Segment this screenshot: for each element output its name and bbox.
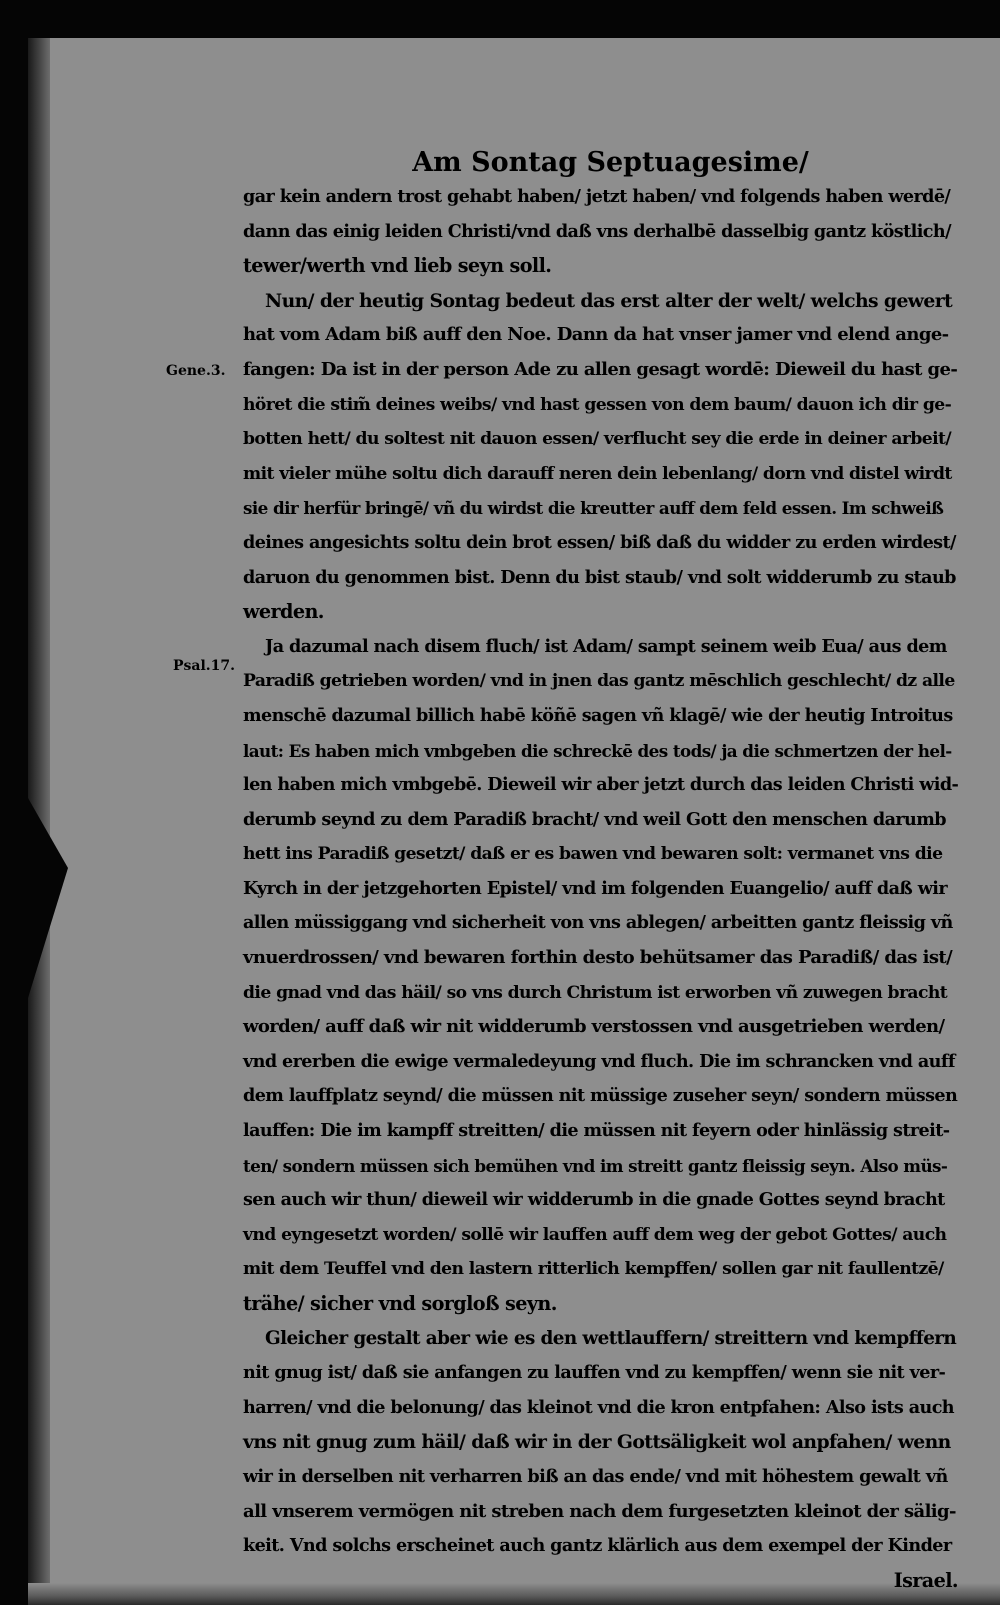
text-line: hat vom Adam biß auff den Noe. Dann da hat vnser jamer vnd elend ange-: [243, 324, 949, 346]
text-line: gar kein andern trost gehabt haben/ jetzt haben/ vnd folgends haben werdē/: [243, 186, 951, 207]
text-block: [243, 146, 958, 1598]
text-line: deines angesichts soltu dein brot essen/ biß daß du widder zu erden wirdest/: [243, 531, 956, 553]
text-line: sie dir herfür bringē/ vñ du wirdst die kreutter auff dem feld essen. Im schweiß: [243, 498, 944, 519]
text-line: mit vieler mühe soltu dich darauff neren dein lebenlang/ dorn vnd distel wirdt: [243, 463, 952, 484]
text-line: werden.: [243, 600, 324, 624]
text-line: dem lauffplatz seynd/ die müssen nit müssige zuseher seyn/ sondern müssen: [243, 1085, 958, 1107]
text-line: len haben mich vmbgebē. Dieweil wir aber jetzt durch das leiden Christi wid-: [243, 774, 959, 796]
page-fold-shadow: [28, 798, 68, 998]
text-line: ten/ sondern müssen sich bemühen vnd im streitt gantz fleissig seyn. Also müs-: [243, 1155, 948, 1176]
text-line: Gleicher gestalt aber wie es den wettlauffern/ streittern vnd kempffern: [265, 1327, 957, 1349]
text-line: fangen: Da ist in der person Ade zu allen gesagt wordē: Dieweil du hast ge-: [243, 358, 958, 380]
text-line: trähe/ sicher vnd sorgloß seyn.: [243, 1292, 557, 1315]
text-line: vnuerdrossen/ vnd bewaren forthin desto behütsamer das Paradiß/ das ist/: [243, 947, 953, 969]
text-line: daruon du genommen bist. Denn du bist staub/ vnd solt widderumb zu staub: [243, 566, 956, 588]
text-line: keit. Vnd solchs erscheinet auch gantz klärlich aus dem exempel der Kinder: [243, 1535, 952, 1557]
text-line: laut: Es haben mich vmbgeben die schreckē des tods/ ja die schmertzen der hel-: [243, 740, 952, 761]
text-line: vnd eyngesetzt worden/ sollē wir lauffen auff dem weg der gebot Gottes/ auch: [243, 1224, 947, 1245]
text-line: derumb seynd zu dem Paradiß bracht/ vnd weil Gott den menschen darumb: [243, 808, 946, 830]
text-line: botten hett/ du soltest nit dauon essen/ verflucht sey die erde in deiner arbeit/: [243, 429, 952, 450]
text-line: mit dem Teuffel vnd den lastern ritterlich kempffen/ sollen gar nit faullentzē/: [243, 1259, 944, 1280]
margin-note-gene: Gene.3.: [166, 363, 226, 379]
text-line: harren/ vnd die belonung/ das kleinot vnd die kron entpfahen: Also ists auch: [243, 1396, 954, 1418]
text-line: sen auch wir thun/ dieweil wir widderumb in die gnade Gottes seynd bracht: [243, 1189, 945, 1211]
text-line: die gnad vnd das häil/ so vns durch Christum ist erworben vñ zuwegen bracht: [243, 982, 948, 1003]
text-line: vnd ererben die ewige vermaledeyung vnd fluch. Die im schrancken vnd auff: [243, 1050, 955, 1072]
text-line: menschē dazumal billich habē köñē sagen vñ klagē/ wie der heutig Introitus: [243, 704, 953, 726]
text-line: vns nit gnug zum häil/ daß wir in der Gottsäligkeit wol anpfahen/ wenn: [243, 1431, 951, 1454]
text-line: Paradiß getrieben worden/ vnd in jnen das gantz mēschlich geschlecht/ dz alle: [243, 671, 955, 692]
text-line: höret die stim̃ deines weibs/ vnd hast gessen von dem baum/ dauon ich dir ge-: [243, 394, 952, 415]
text-line: nit gnug ist/ daß sie anfangen zu lauffen vnd zu kempffen/ wenn sie nit ver-: [243, 1362, 946, 1384]
text-line: lauffen: Die im kampff streitten/ die müssen nit feyern oder hinlässig streit-: [243, 1120, 950, 1142]
text-line: hett ins Paradiß gesetzt/ daß er es bawen vnd bewaren solt: vermanet vns die: [243, 844, 943, 865]
text-line: tewer/werth vnd lieb seyn soll.: [243, 254, 552, 278]
text-line: dann das einig leiden Christi/vnd daß vns derhalbē dasselbig gantz köstlich/: [243, 220, 951, 242]
text-line: Kyrch in der jetzgehorten Epistel/ vnd im folgenden Euangelio/ auff daß wir: [243, 877, 948, 899]
text-line: worden/ auff daß wir nit widderumb verstossen vnd ausgetrieben werden/: [243, 1016, 945, 1038]
text-line: all vnserem vermögen nit streben nach dem furgesetzten kleinot der sälig-: [243, 1500, 956, 1522]
text-line: allen müssiggang vnd sicherheit von vns ablegen/ arbeitten gantz fleissig vñ: [243, 912, 953, 934]
text-line: Nun/ der heutig Sontag bedeut das erst alter der welt/ welchs gewert: [265, 289, 953, 312]
book-page: [28, 38, 1000, 1605]
text-line-catchword: Israel.: [893, 1568, 958, 1592]
text-line: Ja dazumal nach disem fluch/ ist Adam/ sampt seinem weib Eua/ aus dem: [265, 635, 947, 657]
running-head: Am Sontag Septuagesime/: [412, 147, 809, 178]
text-line: wir in derselben nit verharren biß an das ende/ vnd mit höhestem gewalt vñ: [243, 1465, 948, 1487]
margin-note-psal: Psal.17.: [173, 658, 236, 674]
